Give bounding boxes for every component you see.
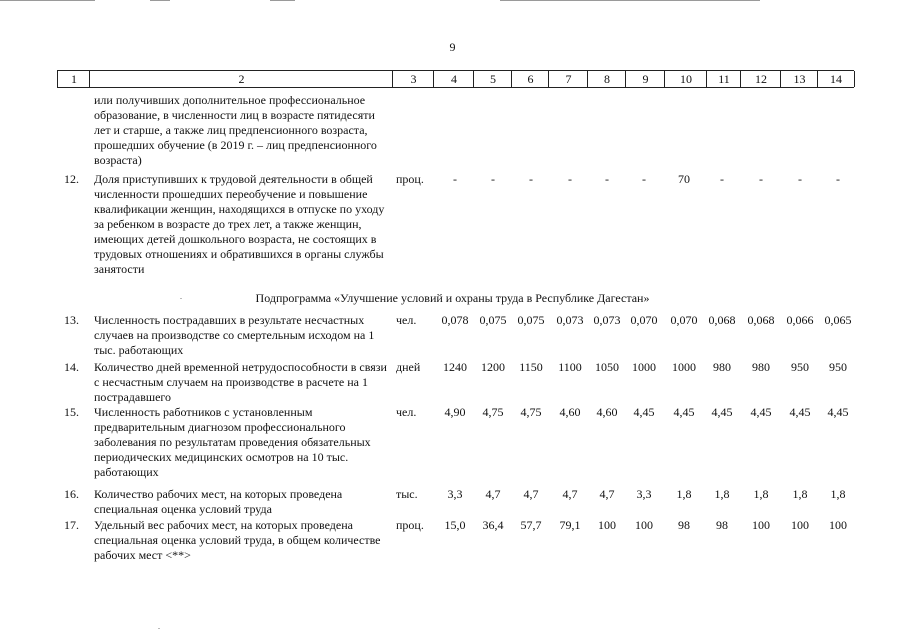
row-value: 1000 xyxy=(632,360,656,374)
header-cell: 10 xyxy=(664,71,707,87)
header-cell: 2 xyxy=(89,71,393,87)
row-number: 14. xyxy=(64,360,79,374)
subprogram-title: Подпрограмма «Улучшение условий и охраны труда в Республике Дагестан» xyxy=(255,291,650,305)
header-cell: 12 xyxy=(740,71,781,87)
scan-top-line xyxy=(270,0,295,1)
row-value: 57,7 xyxy=(520,518,542,532)
row-value: 3,3 xyxy=(636,487,652,501)
row-number: 15. xyxy=(64,405,79,419)
scan-top-line xyxy=(500,0,760,1)
page-number: 9 xyxy=(449,40,456,54)
row-value: 4,7 xyxy=(523,487,539,501)
row-value: - xyxy=(568,172,572,186)
row-unit: чел. xyxy=(396,405,417,419)
header-cell: 5 xyxy=(473,71,512,87)
row-value: 4,75 xyxy=(520,405,542,419)
row-value: 0,068 xyxy=(708,313,736,327)
row-value: 1150 xyxy=(519,360,543,374)
header-cell: 14 xyxy=(817,71,855,87)
header-cell: 11 xyxy=(706,71,741,87)
row-value: - xyxy=(720,172,724,186)
row-unit: дней xyxy=(396,360,421,374)
row-value: 100 xyxy=(829,518,847,532)
row-value: 4,45 xyxy=(750,405,772,419)
row-value: 100 xyxy=(635,518,653,532)
row-value: 4,60 xyxy=(559,405,581,419)
row-value: 100 xyxy=(791,518,809,532)
row-value: 950 xyxy=(791,360,809,374)
row-value: 0,073 xyxy=(593,313,621,327)
row-value: 15,0 xyxy=(444,518,466,532)
row-value: 4,60 xyxy=(596,405,618,419)
row-value: 0,070 xyxy=(670,313,698,327)
row-value: 0,075 xyxy=(479,313,507,327)
row-description: Количество рабочих мест, на которых проведена специальная оценка условий труда xyxy=(94,487,343,516)
row-value: 4,7 xyxy=(485,487,501,501)
row-value: 1000 xyxy=(672,360,696,374)
row-value: 4,45 xyxy=(711,405,733,419)
row-value: 950 xyxy=(829,360,847,374)
header-cell: 3 xyxy=(392,71,434,87)
scan-top-line xyxy=(150,0,170,1)
row-value: 1,8 xyxy=(792,487,808,501)
row-value: - xyxy=(529,172,533,186)
row-value: 4,45 xyxy=(633,405,655,419)
row-value: 3,3 xyxy=(447,487,463,501)
row-value: 0,070 xyxy=(630,313,658,327)
row-value: 98 xyxy=(678,518,690,532)
row-number: 17. xyxy=(64,518,79,532)
row-unit: тыс. xyxy=(396,487,418,501)
row-value: 0,068 xyxy=(747,313,775,327)
scan-top-line xyxy=(0,0,95,1)
row-value: - xyxy=(491,172,495,186)
row-value: 36,4 xyxy=(482,518,504,532)
row-value: - xyxy=(836,172,840,186)
row-description: Количество дней временной нетрудоспособности в связи с несчастным случаем на производстве в расчете на 1 пострадавшего xyxy=(94,360,387,404)
row-value: 0,066 xyxy=(786,313,814,327)
row-value: 1200 xyxy=(481,360,505,374)
row-description: Доля приступивших к трудовой деятельности в общей численности прошедших переобучение и повышение квалификации женщин, находящихся в отпуске по уходу за ребенком в возрасте до трех лет, а также женщин, имеющих детей дошкольного возраста, не состоящих в трудовых отношениях и обратившихся в органы службы занятости xyxy=(94,172,385,276)
row-value: 100 xyxy=(752,518,770,532)
row-value: 0,078 xyxy=(441,313,469,327)
row-value: 0,073 xyxy=(556,313,584,327)
row-value: 1,8 xyxy=(676,487,692,501)
row-number: 13. xyxy=(64,313,79,327)
row-description: Удельный вес рабочих мест, на которых проведена специальная оценка условий труда, в общем количестве рабочих мест <**> xyxy=(94,518,381,562)
row-value: 4,75 xyxy=(482,405,504,419)
row-value: - xyxy=(605,172,609,186)
header-cell: 4 xyxy=(433,71,474,87)
row-value: 0,065 xyxy=(824,313,852,327)
row-value: 4,45 xyxy=(827,405,849,419)
row-value: 4,90 xyxy=(444,405,466,419)
row-value: - xyxy=(759,172,763,186)
row-description: Численность работников с установленным предварительным диагнозом профессионального заболевания по результатам проведения обязательных периодических медицинских осмотров на 10 тыс. работающих xyxy=(94,405,371,479)
row-value: 1,8 xyxy=(714,487,730,501)
row-value: 70 xyxy=(678,172,690,186)
row-number: 12. xyxy=(64,172,79,186)
row-unit: проц. xyxy=(396,172,424,186)
header-cell: 9 xyxy=(625,71,665,87)
row-value: 4,45 xyxy=(673,405,695,419)
row-description: Численность пострадавших в результате несчастных случаев на производстве со смертельным исходом на 1 тыс. работающих xyxy=(94,313,375,357)
row-value: 1,8 xyxy=(830,487,846,501)
row-value: - xyxy=(642,172,646,186)
row-value: - xyxy=(453,172,457,186)
header-cell: 7 xyxy=(548,71,588,87)
row-value: 1,8 xyxy=(753,487,769,501)
row-value: 980 xyxy=(752,360,770,374)
row-value: 4,7 xyxy=(599,487,615,501)
row-value: 1240 xyxy=(443,360,467,374)
row-value: 1100 xyxy=(558,360,582,374)
row-value: 98 xyxy=(716,518,728,532)
row-value: 4,7 xyxy=(562,487,578,501)
scan-speck xyxy=(158,628,160,629)
row-value: 0,075 xyxy=(517,313,545,327)
header-cell: 13 xyxy=(780,71,818,87)
row-unit: проц. xyxy=(396,518,424,532)
row-value: - xyxy=(798,172,802,186)
row-value: 1050 xyxy=(595,360,619,374)
row-value: 100 xyxy=(598,518,616,532)
row-value: 79,1 xyxy=(559,518,581,532)
header-cell: 6 xyxy=(511,71,549,87)
table-header-row xyxy=(57,70,854,88)
row-unit: чел. xyxy=(396,313,417,327)
row-value: 980 xyxy=(713,360,731,374)
row-value: 4,45 xyxy=(789,405,811,419)
continuation-text: или получивших дополнительное профессиональное образование, в численности лиц в возрасте пятидесяти лет и старше, а также лиц предпенсионного возраста, прошедших обучение (в 2019 г. – лиц предпенсионного возраста) xyxy=(94,93,377,167)
header-cell: 1 xyxy=(57,71,90,87)
header-cell: 8 xyxy=(587,71,626,87)
row-number: 16. xyxy=(64,487,79,501)
